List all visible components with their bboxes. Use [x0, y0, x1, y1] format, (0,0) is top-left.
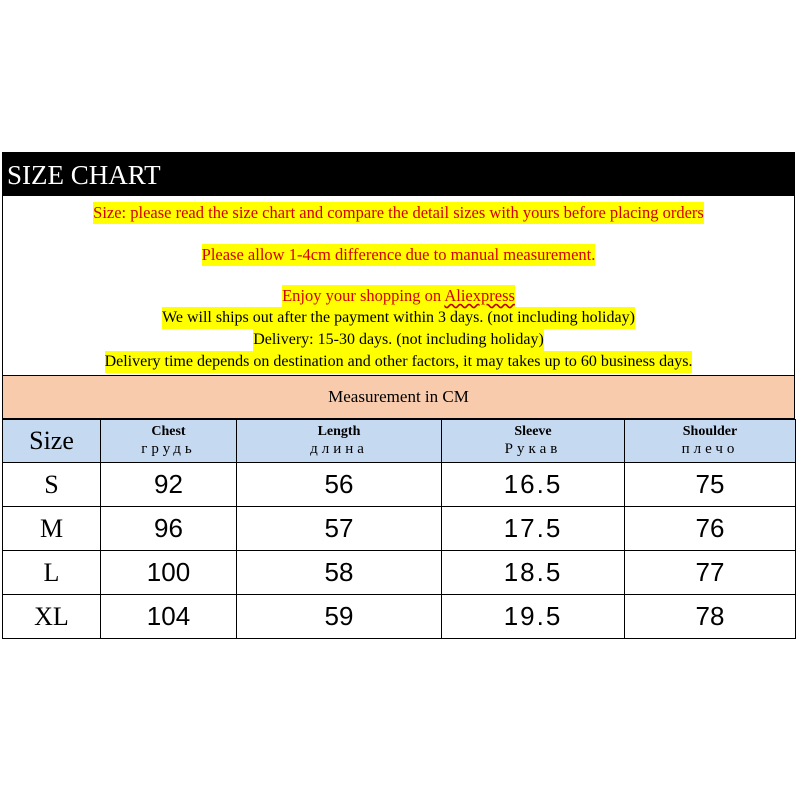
- sleeve-cell: 17.5: [442, 507, 625, 551]
- sleeve-cell: 18.5: [442, 551, 625, 595]
- sleeve-label-ru: Рукав: [504, 441, 562, 457]
- table-row: [3, 551, 796, 595]
- length-cell: 59: [237, 595, 442, 639]
- shoulder-label-en: Shoulder: [682, 424, 738, 439]
- table-row: [3, 463, 796, 507]
- chest-cell: 100: [101, 551, 237, 595]
- table-header-row: [3, 420, 796, 463]
- sleeve-column-header: [442, 420, 625, 463]
- note-shipping-time: We will ships out after the payment within 3 days. (not including holiday): [162, 307, 635, 329]
- note-delivery-days: Delivery: 15-30 days. (not including holiday): [253, 329, 544, 351]
- note-size-advice: Size: please read the size chart and compare the detail sizes with yours before placing orders: [93, 203, 704, 222]
- size-cell: XL: [3, 595, 101, 639]
- shoulder-label-ru: плечо: [681, 441, 739, 457]
- length-cell: 57: [237, 507, 442, 551]
- note-measurement-difference: Please allow 1-4cm difference due to manual measurement.: [201, 245, 596, 264]
- length-cell: 56: [237, 463, 442, 507]
- length-column-header: [237, 420, 442, 463]
- size-chart: [2, 152, 795, 639]
- chart-title: SIZE CHART: [2, 152, 795, 196]
- note-delivery-factors: Delivery time depends on destination and other factors, it may takes up to 60 business days.: [105, 351, 693, 373]
- sleeve-cell: 19.5: [442, 595, 625, 639]
- shoulder-cell: 75: [625, 463, 796, 507]
- notes-section: [2, 196, 795, 375]
- size-cell: S: [3, 463, 101, 507]
- size-column-header: Size: [3, 420, 101, 463]
- size-cell: M: [3, 507, 101, 551]
- chest-label-ru: грудь: [141, 441, 196, 457]
- note-enjoy-shopping: [282, 285, 515, 307]
- table-row: [3, 595, 796, 639]
- chest-column-header: [101, 420, 237, 463]
- aliexpress-link-text: Aliexpress: [444, 286, 515, 305]
- chest-cell: 92: [101, 463, 237, 507]
- length-cell: 58: [237, 551, 442, 595]
- chest-cell: 104: [101, 595, 237, 639]
- table-row: [3, 507, 796, 551]
- enjoy-prefix: Enjoy your shopping on: [282, 286, 445, 305]
- chest-label-en: Chest: [151, 424, 186, 439]
- shoulder-cell: 77: [625, 551, 796, 595]
- sleeve-label-en: Sleeve: [514, 424, 552, 439]
- measurement-unit-banner: Measurement in CM: [2, 375, 795, 419]
- sleeve-cell: 16.5: [442, 463, 625, 507]
- shoulder-column-header: [625, 420, 796, 463]
- length-label-en: Length: [317, 424, 361, 439]
- shoulder-cell: 78: [625, 595, 796, 639]
- chest-cell: 96: [101, 507, 237, 551]
- length-label-ru: длина: [310, 441, 368, 457]
- size-cell: L: [3, 551, 101, 595]
- size-table: [2, 419, 796, 639]
- shoulder-cell: 76: [625, 507, 796, 551]
